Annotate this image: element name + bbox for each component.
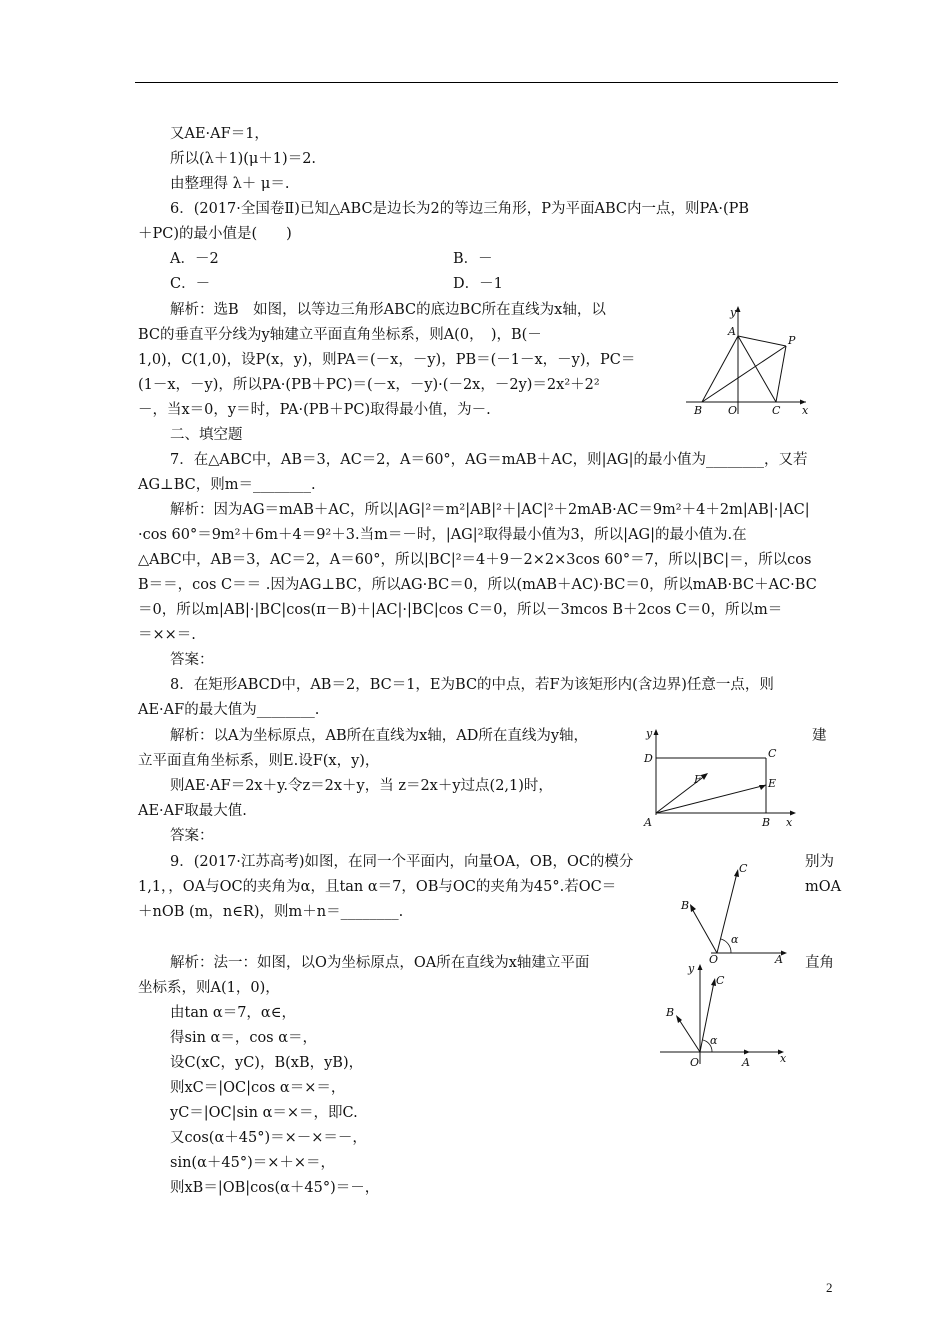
label-x: x (786, 816, 793, 829)
label-a: A (728, 325, 736, 338)
label-x: x (780, 1052, 787, 1065)
label-a: A (644, 816, 652, 829)
text-line: ＝0，所以m|AB|·|BC|cos(π－B)＋|AC|·|BC|cos C＝0，所以－3mcos B＋2cos C＝0，所以m＝ (138, 602, 783, 618)
text-line: AE·AF取最大值. (138, 803, 247, 819)
text-line: 则xB＝|OB|cos(α＋45°)＝－， (170, 1180, 380, 1196)
text-line: 别为 (805, 854, 834, 870)
label-o: O (690, 1056, 700, 1069)
label-a: A (775, 953, 783, 965)
triangle-figure (678, 300, 813, 418)
question-6: 6．(2017·全国卷Ⅱ)已知△ABC是边长为2的等边三角形，P为平面ABC内一点，则PA·(PB (170, 201, 750, 217)
text-line: ·cos 60°＝9m²＋6m＋4＝9²＋3.当m＝－时，|AG|²取得最小值为3，所以|AG|的最小值为.在 (138, 527, 747, 543)
text-line: 坐标系，则A(1，0)， (138, 980, 280, 996)
rectangle-figure (636, 725, 806, 833)
choice-d: D．－1 (453, 276, 503, 292)
text-line: 则xC＝|OC|cos α＝×＝， (170, 1080, 346, 1096)
label-b: B (681, 899, 690, 912)
label-y: y (646, 727, 653, 740)
label-y: y (730, 306, 737, 319)
text-line: yC＝|OC|sin α＝×＝，即C. (170, 1105, 358, 1121)
text-line: 由tan α＝7，α∈， (170, 1005, 296, 1021)
header-rule (135, 82, 838, 83)
text-line: ＋PC)的最小值是( ) (138, 226, 292, 242)
text-line: 1,0)，C(1,0)，设P(x，y)，则PA＝(－x，－y)，PB＝(－1－x，－y)，PC＝ (138, 352, 636, 368)
solution-6: 解析：选B 如图，以等边三角形ABC的底边BC所在直线为x轴，以 (170, 302, 606, 318)
text-line: 则AE·AF＝2x＋y.令z＝2x＋y，当 z＝2x＋y过点(2,1)时， (170, 778, 553, 794)
label-x: x (802, 404, 809, 417)
text-line: AE·AF的最大值为________. (138, 702, 320, 718)
question-8: 8．在矩形ABCD中，AB＝2，BC＝1，E为BC的中点，若F为该矩形内(含边界)任意一点，则 (170, 677, 774, 693)
label-f: F (694, 773, 702, 786)
vectors-figure (675, 855, 800, 965)
answer-label: 答案： (170, 828, 214, 844)
text-line: 又AE·AF＝1， (170, 126, 269, 142)
question-7: 7．在△ABC中，AB＝3，AC＝2，A＝60°，AG＝mAB＋AC，则|AG|的最小值为________，又若 (170, 452, 808, 468)
text-line: △ABC中，AB＝3，AC＝2，A＝60°，所以|BC|²＝4＋9－2×2×3cos 60°＝7，所以|BC|＝，所以cos (138, 552, 812, 568)
label-b: B (666, 1006, 675, 1019)
section-heading: 二、填空题 (170, 427, 243, 443)
text-line: ＋nOB (m，n∈R)，则m＋n＝________. (138, 904, 404, 920)
text-line: 直角 (805, 955, 834, 971)
label-c: C (772, 404, 781, 417)
label-c: C (739, 862, 748, 875)
label-p: P (788, 334, 796, 347)
label-b: B (694, 404, 703, 417)
text-line: 设C(xC，yC)，B(xB，yB)， (170, 1055, 364, 1071)
choice-b: B．－ (453, 251, 493, 267)
solution-9: 解析：法一：如图，以O为坐标原点，OA所在直线为x轴建立平面 (170, 955, 590, 971)
choice-a: A．－2 (170, 251, 219, 267)
text-line: mOA (805, 879, 842, 895)
label-a: A (742, 1056, 750, 1069)
text-line: AG⊥BC，则m＝________. (138, 477, 316, 493)
vectors-axes-figure (656, 960, 791, 1072)
answer-label: 答案： (170, 652, 214, 668)
label-e: E (768, 777, 777, 790)
solution-8: 解析：以A为坐标原点，AB所在直线为x轴，AD所在直线为y轴， (170, 728, 589, 744)
label-alpha: α (710, 1034, 718, 1047)
text-line: ＝××＝. (138, 627, 196, 643)
text-line: (1－x，－y)，所以PA·(PB＋PC)＝(－x，－y)·(－2x，－2y)＝2x²＋2² (138, 377, 600, 393)
label-o: O (728, 404, 738, 417)
label-o: O (709, 953, 719, 965)
text-line: 立平面直角坐标系，则E.设F(x，y)， (138, 753, 380, 769)
label-c: C (716, 974, 725, 987)
text-line: 1,1，，OA与OC的夹角为α，且tan α＝7，OB与OC的夹角为45°.若OC＝ (138, 879, 617, 895)
text-line: －，当x＝0，y＝时，PA·(PB＋PC)取得最小值，为－. (138, 402, 491, 418)
text-line: 建 (812, 728, 827, 744)
text-line: 由整理得 λ＋ μ＝. (170, 176, 290, 192)
question-9: 9．(2017·江苏高考)如图，在同一个平面内，向量OA，OB，OC的模分 (170, 854, 634, 870)
label-b: B (762, 816, 771, 829)
text-line: 得sin α＝，cos α＝， (170, 1030, 318, 1046)
text-line: B＝＝，cos C＝＝ .因为AG⊥BC，所以AG·BC＝0，所以(mAB＋AC)·BC＝0，所以mAB·BC＋AC·BC (138, 577, 817, 593)
text-line: sin(α＋45°)＝×＋×＝， (170, 1155, 336, 1171)
label-y: y (688, 962, 695, 975)
text-line: 所以(λ＋1)(μ＋1)＝2. (170, 151, 317, 167)
text-line: 又cos(α＋45°)＝×－×＝－， (170, 1130, 367, 1146)
label-d: D (644, 752, 653, 765)
page-number: 2 (826, 1280, 833, 1295)
solution-7: 解析：因为AG＝mAB＋AC，所以|AG|²＝m²|AB|²＋|AC|²＋2mAB·AC＝9m²＋4＋2m|AB|·|AC| (170, 502, 810, 518)
choice-c: C．－ (170, 276, 211, 292)
text-line: BC的垂直平分线为y轴建立平面直角坐标系，则A(0， )，B(－ (138, 327, 542, 343)
label-c: C (768, 747, 777, 760)
label-alpha: α (731, 933, 739, 946)
